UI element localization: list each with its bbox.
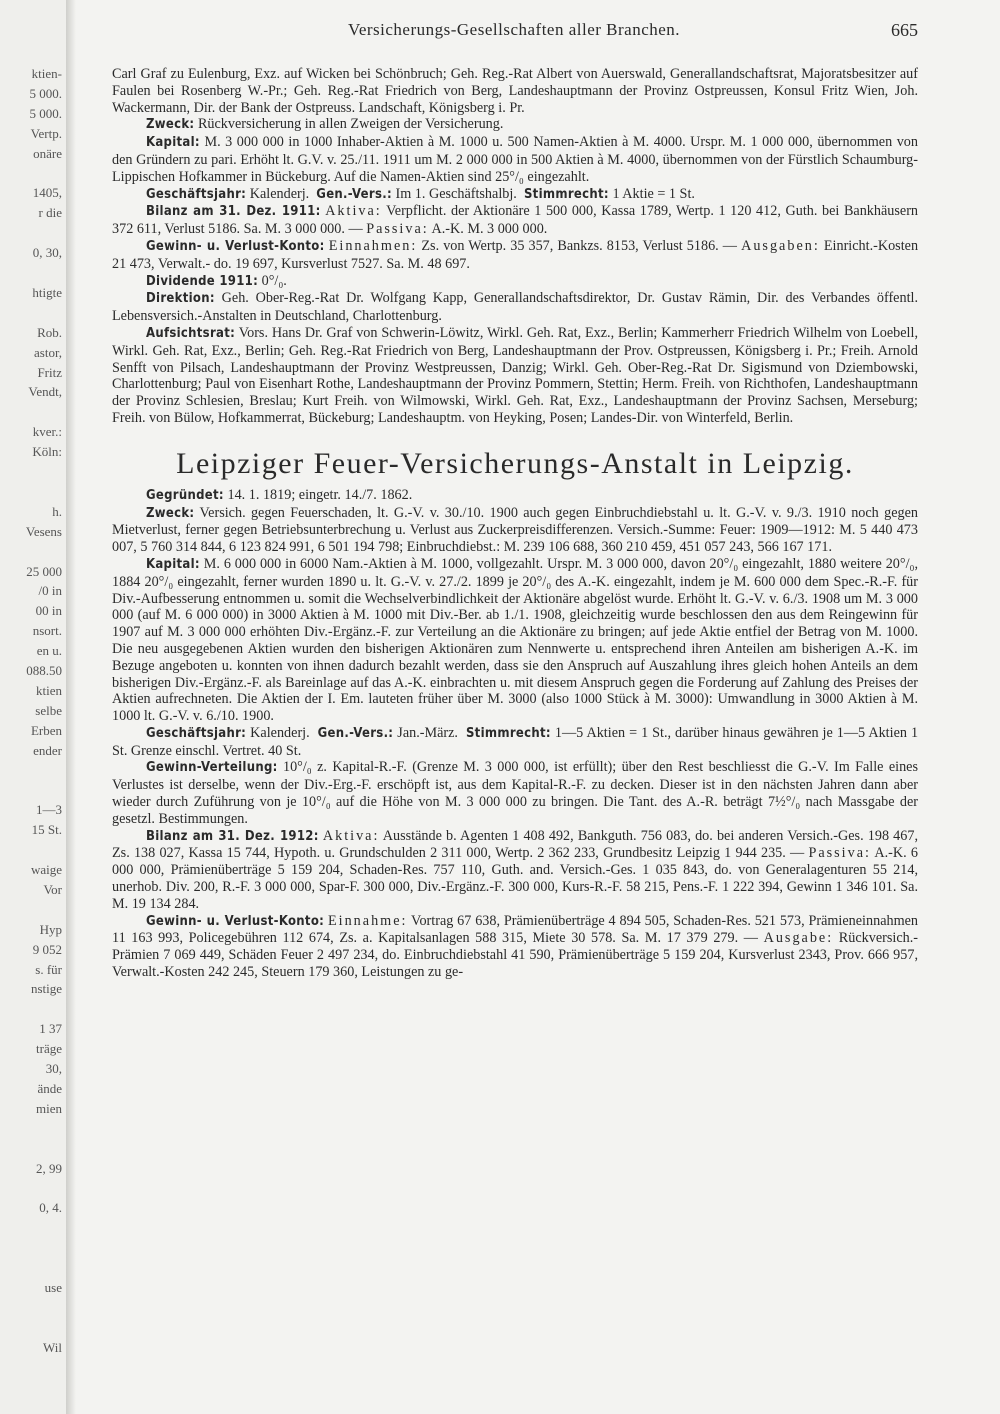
margin-fragment: htigte [32,284,62,300]
margin-fragment: onäre [33,145,62,161]
margin-fragment: Erben [30,722,62,738]
margin-fragment: en u. [36,643,62,659]
margin-fragment: 1 37 [39,1021,62,1037]
kapital2-label: Kapital: [146,556,200,572]
margin-fragment: 15 St. [31,822,62,838]
bilanz2-paragraph [112,828,918,913]
direktion-text: Geh. Ober-Reg.-Rat Dr. Wolfgang Kapp, Generallandschaftsdirektor, Dr. Gustav Rämin, Dir. des Verbandes öffentl. Lebensversich.-Anstalten in Deutschland, Charlottenburg. [112,290,918,325]
margin-fragment: nstige [30,981,62,997]
main-text-column [112,66,918,981]
page-spine-shadow [66,0,76,1414]
stimmrecht-label: Stimmrecht: [523,186,609,202]
gewinn-verteilung-text: 10°/₀ z. Kapital-R.-F. (Grenze M. 3 000 000, ist erfüllt); über den Rest beschliesst die G.-V. Im Falle eines Verlustes ist derselbe, wenn der Div.-Erg.-F. erschöpft ist, aus dem Kapital-R.-F. zu decken. Dieser ist in den nächsten Jahren dann aber wieder durch Zuführung von je 10°/₀ auf die Höhe von M. 3 000 000 zu bringen. Die Tant. des A.-R. beträgt 7½°/₀ nach Massgabe der gesetzl. Bestimmungen. [112,759,918,827]
ausgaben-label: Ausgaben: [741,237,820,254]
kapital-text: M. 3 000 000 in 1000 Inhaber-Aktien à M. 1000 u. 500 Namen-Aktien à M. 4000. Urspr. M. 1 000 000, übernommen von den Gründern zu pari. Erhöht lt. G.V. v. 25./11. 1911 um M. 2 000 000 in 500 Aktien à M. 4000, übernommen von der Fürstlich Schaumburg-Lippischen Hofkammer in Bückeburg. Auf die Namen-Aktien sind 25°/₀ eingezahlt. [112,134,918,185]
kapital2-text: M. 6 000 000 in 6000 Nam.-Aktien à M. 1000, vollgezahlt. Urspr. M. 3 000 000, davon 20°/₀ eingezahlt, 1880 weitere 20°/₀, 1884 20°/₀ eingezahlt, ferner wurden 1890 u. lt. G.-V. v. 27./2. 1899 je 20°/₀ des A.-K. eingezahlt, indem je M. 600 000 dem Spec.-R.-F. für Div.-Aufbesserung entnommen u. somit die Wechselverbindlichkeit der Aktionäre abgelöst wurde. Erhöht lt. G.-V. v. 6./3. 1908 um M. 3 000 000 (auf M. 6 000 000) in 3000 Aktien à M. 1000 mit Div.-Ber. ab 1./1. 1908, gleichzeitig wurde beschlossen den aus dem Reingewinn für 1907 auf M. 3 000 000 erhöhten Div.-Ergänz.-F. zur Verteilung an die Aktionäre zu bringen; auf jede Aktie entfiel der Betrag von M. 1000. Die neu ausgegebenen Aktien wurden den bisherigen Aktionären zum Nennwerte u. entsprechend ihren Anteilen am bisherigen A.-K. im Bezuge angeboten u. konnten von ihnen dadurch bezahlt werden, dass sie den Anspruch auf Auszahlung ihres gleich hohen Anteils an dem bisherigen Div.-Ergänz.-F. als Bareinlage auf das A.-K. einbrachten u. mit diesem Anspruch gegen die Forderung auf Zahlung des Preises der Aktien aufrechneten. Die Aktien der I. Em. lauteten früher über M. 3000 (also 1000 Stück à M. 3000): Umwandlung in 3000 Aktien à M. 1000 lt. G.-V. v. 6./10. 1900. [112,555,919,725]
margin-fragment: Hyp [39,921,62,937]
margin-fragment: ktien- [31,66,62,81]
guv2-label: Gewinn- u. Verlust-Konto: [146,913,325,929]
gewinn-verteilung-paragraph [112,759,918,827]
einnahme2-text: Vortrag 67 638, Prämienüberträge 4 894 505, Schaden-Res. 521 573, Prämieneinnahmen 11 163 993, Policegebühren 112 674, Zs. a. Kapitalsanlagen 588 315, Miete 30 578. Sa. M. 17 379 279. — [112,912,919,947]
zweck-text: Rückversicherung in allen Zweigen der Versicherung. [197,116,504,133]
margin-fragment: Vertp. [30,125,62,141]
margin-fragment: astor, [34,344,62,360]
kapital-label: Kapital: [146,135,200,151]
margin-fragment: use [44,1279,62,1295]
margin-fragment: /0 in [38,583,62,599]
direktion-paragraph [112,290,918,325]
margin-fragment: 30, [45,1061,62,1076]
margin-fragment: 5 000. [29,85,62,101]
margin-fragment: träge [36,1041,62,1057]
margin-fragment: selbe [35,702,62,718]
zweck2-paragraph [112,505,918,556]
aufsichtsrat-paragraph [112,325,918,427]
passiva-label: Passiva: [366,221,429,238]
zweck2-text: Versich. gegen Feuerschaden, lt. G.-V. v. 30./10. 1900 auch gegen Einbruchdiebstahl u. lt. G.-V. v. 9./3. 1910 noch gegen Mietverlust, ferner gegen Betriebsunterbrechung u. Verlust aus Zuckerpreisdifferenzen. Versich.-Summe: Feuer: 1909—1912: M. 5 440 473 007, 5 760 314 844, 6 123 824 991, 6 501 194 798; Einbruchdiebst.: M. 239 106 688, 360 210 459, 451 057 243, 566 167 171. [112,504,918,556]
aufsichtsrat-text: Vors. Hans Dr. Graf von Schwerin-Löwitz, Wirkl. Geh. Rat, Exz., Berlin; Kammerherr Friedrich Wilhelm von Loebell, Wirkl. Geh. Rat, Exz., Berlin; Geh. Reg.-Rat Friedrich von Berg, Landeshauptmann der Prov. Ostpreussen, Königsberg i. Pr.; Freih. Arnold Senfft von Pilsach, Landeshauptmann der Provinz Westpreussen, Danzig; Wirkl. Geh. Ober-Reg.-Rat Dr. Sigismund von Dziembowski, Charlottenburg; Paul von Eisenhart Rothe, Landeshauptmann der Provinz Pommern, Stettin; Herm. Freih. von Richthofen, Landeshauptmann der Provinz Schlesien, Breslau; Kurt Freih. von Wilmowski, Wirkl. Geh. Rat, Exz., Landeshauptmann der Provinz Sachsen, Merseburg; Freih. von Bülow, Hofkammerrat, Bückeburg; Landeshauptm. von Heyking, Posen; Landes-Dir. von Winterfeld, Berlin. [112,324,918,426]
margin-fragment: 088.50 [26,663,62,678]
margin-fragment: Vor [43,881,62,897]
margin-fragment: nsort. [32,623,62,639]
einnahmen-label: Einnahmen: [328,237,418,254]
dividende-label: Dividende 1911: [146,273,259,289]
gen-vers2-label: Gen.-Vers.: [317,725,394,741]
gen-vers-label: Gen.-Vers.: [316,186,392,202]
zweck2-label: Zweck: [146,505,195,521]
ausgabe2-label: Ausgabe: [763,930,834,947]
geschaeftsjahr2-label: Geschäftsjahr: [146,725,247,741]
geschaeftsjahr-label: Geschäftsjahr: [146,186,247,202]
kapital2-paragraph [112,556,918,725]
margin-fragment: ktien [36,682,62,698]
margin-fragment: kver.: [32,424,62,440]
bilanz-label: Bilanz am 31. Dez. 1911: [146,204,321,220]
ausgabe2-text: Rückversich.-Prämien 7 069 449, Schäden Feuer 2 497 234, do. Einbruchdiebstahl 41 590, Prämienüberträge 5 159 204, Kursverlust 2343, Prov. 666 957, Verwalt.-Kosten 242 245, Steuern 179 360, Leistungen zu ge- [112,930,918,981]
gegruendet-text: 14. 1. 1819; eingetr. 14./7. 1862. [227,486,413,503]
margin-fragment: waige [30,862,62,877]
gen-vers-text: Im 1. Geschäftshalbj. [395,185,517,202]
direktion-label: Direktion: [146,291,215,307]
passiva2-text: A.-K. 6 000 000, Prämienüberträge 5 159 204, Schaden-Res. 757 110, Guth. and. Versich.-Ges. 1 035 843, do. von Generalagenturen 55 214, unerhob. Div. 200, R.-F. 3 000 000, Spar-F. 300 000, Div.-Ergänz.-F. 300 000, Kurs-R.-F. 58 215, Pens.-F. 1 222 394, Gewinn 1 346 101. Sa. M. 19 134 284. [112,845,919,912]
meeting2-paragraph [112,725,918,760]
kapital-paragraph [112,134,918,185]
margin-fragment: Fritz [37,364,62,380]
guv2-paragraph [112,913,918,981]
stimmrecht2-text: 1—5 Aktien = 1 St., darüber hinaus gewähren je 1—5 Aktien 1 St. Grenze einschl. Vertret. 40 St. [112,724,919,759]
gen-vers2-text: Jan.-März. [397,724,458,741]
margin-fragment: mien [36,1100,62,1116]
ausgaben-text: Einricht.-Kosten 21 473, Verwalt.- do. 19 697, Kursverlust 7527. Sa. M. 48 697. [112,237,919,272]
margin-fragment: s. für [35,961,62,977]
stimmrecht2-label: Stimmrecht: [465,725,551,741]
gegruendet-label: Gegründet: [146,487,224,503]
stimmrecht-text: 1 Aktie = 1 St. [612,185,695,202]
margin-fragment: 2, 99 [36,1160,62,1176]
margin-fragment: 0, 30, [32,245,62,261]
guv-label: Gewinn- u. Verlust-Konto: [146,238,325,254]
meeting-paragraph [112,186,918,204]
margin-fragment: 1—3 [36,802,62,818]
margin-fragment: r die [38,205,62,221]
aktiva2-label: Aktiva: [322,827,380,844]
margin-fragment: Rob. [37,324,62,340]
margin-fragment: 1405, [32,185,62,201]
dividende-paragraph [112,273,918,291]
einnahmen-text: Zs. von Wertp. 35 357, Bankzs. 8153, Verlust 5186. — [421,237,737,254]
margin-fragment: ender [33,742,62,758]
board-continuation: Carl Graf zu Eulenburg, Exz. auf Wicken bei Schönbruch; Geh. Reg.-Rat Albert von Auerswald, Generallandschaftsrat, Majoratsbesitzer auf Faulen bei Rosenberg W.-Pr.; Geh. Reg.-Rat Friedrich von Berg, Landeshauptmann der Provinz Ostpreussen, Konsul Fritz Wien, Joh. Wackermann, Dir. der Bank der Ostpreuss. Landschaft, Königsberg i. Pr. [112,66,918,116]
gewinn-verteilung-label: Gewinn-Verteilung: [146,760,278,776]
left-margin-fragments [0,0,67,1414]
margin-fragment: ände [37,1080,62,1096]
margin-fragment: 00 in [35,603,62,619]
aktiva2-text: Ausstände b. Agenten 1 408 492, Bankguth. 756 083, do. bei anderen Versich.-Ges. 198 467, Zs. 138 027, Kassa 15 744, Hypoth. u. Grundschulden 2 311 000, Wertp. 2 362 233, Grundbesitz Leipzig 1 944 235. — [112,827,919,862]
einnahme2-label: Einnahme: [327,912,408,929]
aufsichtsrat-label: Aufsichtsrat: [146,325,236,341]
company-title: Leipziger Feuer-Versicherungs-Anstalt in Leipzig. [176,446,854,480]
geschaeftsjahr-text: Kalenderj. [249,185,310,202]
page-header [110,20,918,44]
margin-fragment: 0, 4. [39,1200,62,1216]
zweck-label: Zweck: [146,117,195,133]
guv-paragraph [112,238,918,273]
aktiva-text: Verpflicht. der Aktionäre 1 500 000, Kassa 1789, Wertp. 1 120 412, Guth. bei Bankhäusern 372 611, Verlust 5186. Sa. M. 3 000 000. — [112,203,919,238]
margin-fragment: 25 000 [26,563,62,579]
bilanz2-label: Bilanz am 31. Dez. 1912: [146,828,319,844]
geschaeftsjahr2-text: Kalenderj. [250,724,310,741]
passiva2-label: Passiva: [808,845,871,862]
page-number: 665 [891,20,918,40]
dividende-text: 0°/₀. [261,272,287,289]
passiva-text: A.-K. M. 3 000 000. [431,221,548,238]
margin-fragment: 5 000. [29,105,62,121]
margin-fragment: Wil [43,1339,62,1355]
margin-fragment: Vendt, [28,384,62,400]
running-title: Versicherungs-Gesellschaften aller Branchen. [347,20,681,39]
aktiva-label: Aktiva: [325,203,382,220]
margin-fragment: 9 052 [32,941,62,957]
gegruendet-paragraph [112,487,918,505]
margin-fragment: Köln: [32,444,62,460]
margin-fragment: h. [52,503,62,519]
zweck-paragraph [112,116,918,134]
margin-fragment: Vesens [25,523,62,539]
bilanz-paragraph [112,203,918,238]
